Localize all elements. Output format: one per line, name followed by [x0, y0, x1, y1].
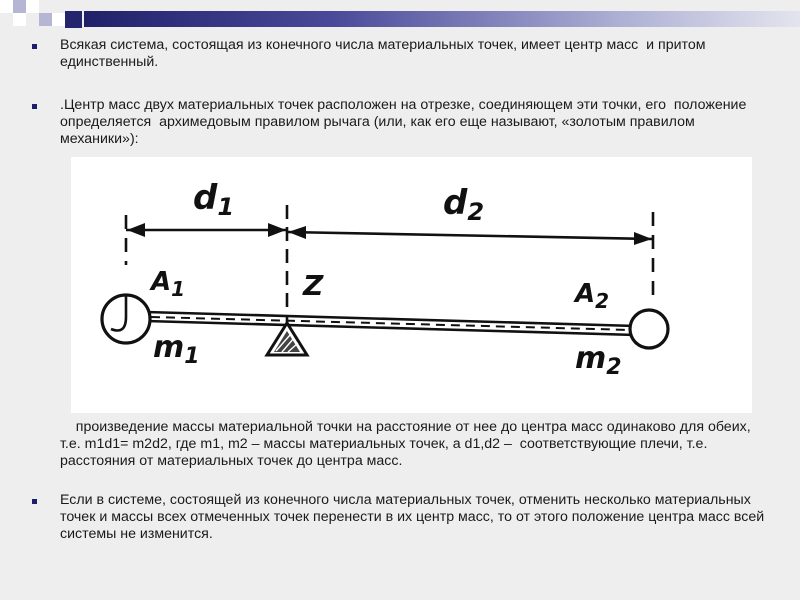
decor-square-7: [65, 11, 82, 28]
d2-arrow: [287, 226, 653, 245]
label-m1: $m_1$: [153, 330, 200, 369]
label-d1: d1: [193, 178, 235, 221]
ball-a1: [102, 295, 150, 343]
paragraph-1: Всякая система, состоящая из конечного числа материальных точек, имеет центр масс и притом единственный.: [60, 37, 710, 70]
d1-arrow: [126, 223, 287, 237]
decor-square-5: [39, 13, 52, 26]
decor-square-1: [0, 0, 13, 13]
label-a2: $A_2$: [575, 279, 610, 313]
label-z: Z: [303, 269, 324, 302]
title-gradient-bar: [84, 11, 800, 27]
lever-rod: [146, 312, 636, 335]
guide-lines: [126, 205, 653, 325]
label-a1: $A_1$: [151, 267, 186, 301]
title-decoration: [0, 0, 800, 30]
decor-square-4: [13, 13, 26, 26]
lever-diagram: [71, 157, 752, 413]
fulcrum-triangle: [267, 323, 307, 355]
ball-a2: [630, 310, 668, 348]
bullet-2-icon: [32, 104, 37, 109]
label-m2: $m_2$: [575, 341, 622, 380]
paragraph-3: произведение массы материальной точки на расстояние от нее до центра масс одинаково для обеих, т.е. m1d1= m2d2, где m1, m2 – массы материальных точек, а d1,d2 – соответствующие плечи, т.е. расстояния от материальных точек до центра масс.: [60, 419, 755, 469]
decor-square-2: [13, 0, 26, 13]
bullet-1-icon: [32, 44, 37, 49]
decor-square-6: [52, 13, 65, 26]
bullet-4-icon: [32, 499, 37, 504]
decor-square-3: [26, 0, 39, 13]
paragraph-4: Если в системе, состоящей из конечного числа материальных точек, отменить несколько материальных точек и массы всех отмеченных точек перенести в их центр масс, то от этого положение центра масс всей системы не изменится.: [60, 492, 769, 542]
label-d2: d2: [443, 183, 485, 226]
paragraph-2: .Центр масс двух материальных точек расположен на отрезке, соединяющем эти точки, его положение определяется архимедовым правилом рычага (или, как его еще называют, «золотым правилом механики»):: [60, 97, 751, 147]
